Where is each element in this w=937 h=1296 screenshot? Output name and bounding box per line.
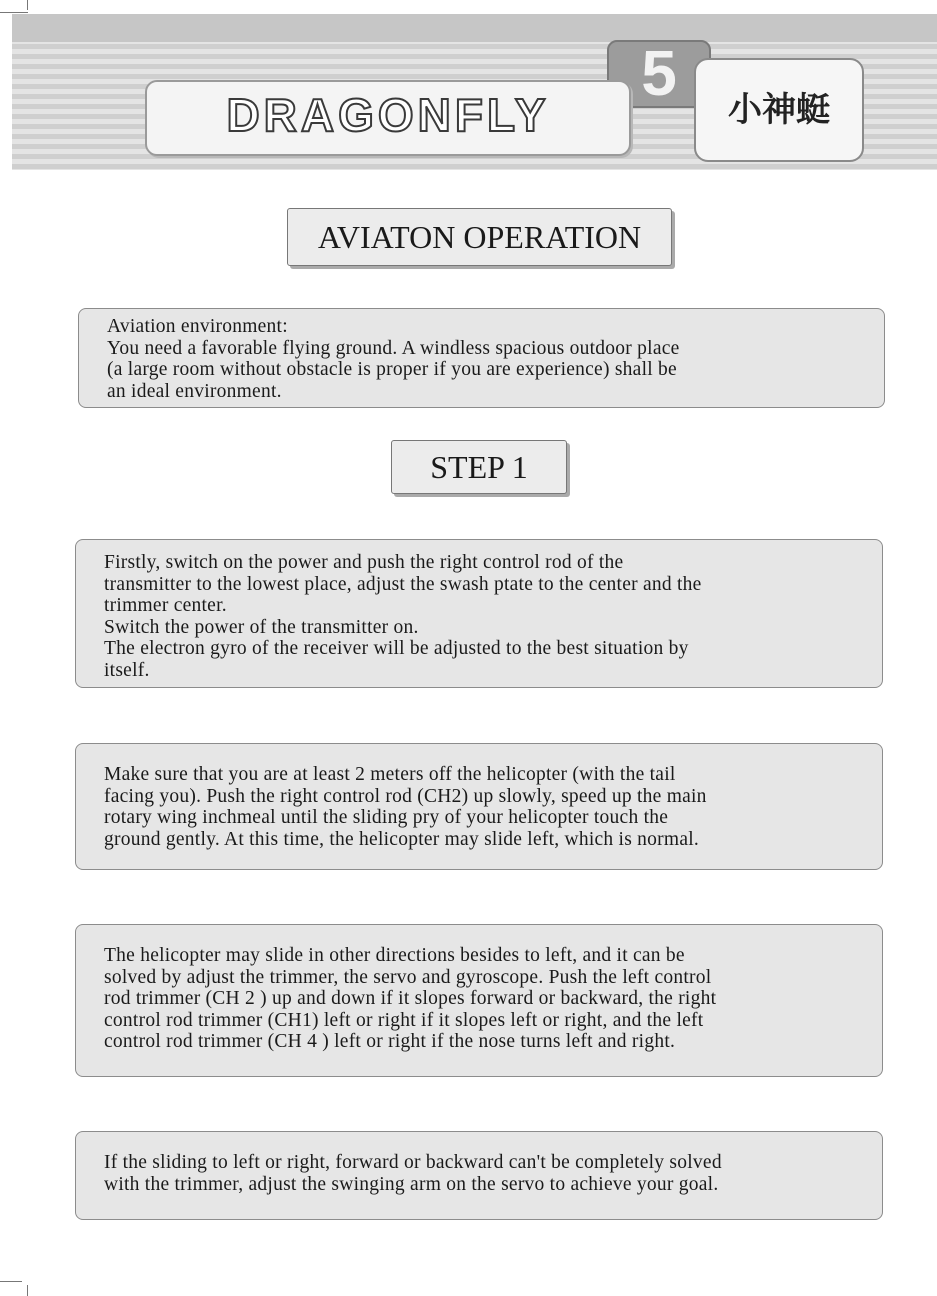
step-label-text: STEP 1 bbox=[430, 449, 528, 485]
panel-line: facing you). Push the right control rod (CH2) up slowly, speed up the main bbox=[104, 785, 707, 807]
panel-line: If the sliding to left or right, forward or backward can't be completely solved bbox=[104, 1152, 722, 1173]
page-number: 5 bbox=[641, 37, 677, 109]
instruction-panel-servo bbox=[75, 1131, 883, 1220]
chinese-logo bbox=[694, 58, 864, 162]
panel-line: an ideal environment. bbox=[107, 380, 282, 402]
panel-line: rod trimmer (CH 2 ) up and down if it slopes forward or backward, the right bbox=[104, 988, 717, 1009]
step-label bbox=[391, 440, 567, 494]
brand-logo bbox=[145, 80, 631, 156]
header-top-bar bbox=[12, 14, 937, 42]
chinese-title: 小神蜓 bbox=[728, 90, 830, 130]
instruction-panel-trimmer bbox=[75, 924, 883, 1077]
panel-line: solved by adjust the trimmer, the servo and gyroscope. Push the left control bbox=[104, 966, 712, 988]
brand-title: DRAGONFLY bbox=[226, 89, 550, 141]
panel-line: Make sure that you are at least 2 meters off the helicopter (with the tail bbox=[104, 764, 676, 785]
panel-line: Firstly, switch on the power and push the right control rod of the bbox=[104, 552, 624, 573]
panel-line: itself. bbox=[104, 659, 150, 681]
panel-line: with the trimmer, adjust the swinging arm on the servo to achieve your goal. bbox=[104, 1173, 719, 1195]
crop-mark-top-left bbox=[0, 12, 28, 13]
panel-line: The helicopter may slide in other directions besides to left, and it can be bbox=[104, 945, 685, 966]
panel-line: rotary wing inchmeal until the sliding pry of your helicopter touch the bbox=[104, 807, 669, 828]
panel-line: trimmer center. bbox=[104, 595, 227, 616]
page-title bbox=[287, 208, 672, 266]
crop-mark-bottom-left bbox=[0, 1281, 22, 1282]
panel-line: Aviation environment: bbox=[107, 316, 288, 337]
page-title-text: AVIATON OPERATION bbox=[317, 219, 642, 255]
panel-line: control rod trimmer (CH 4 ) left or right if the nose turns left and right. bbox=[104, 1031, 676, 1052]
panel-line: control rod trimmer (CH1) left or right if it slopes left or right, and the left bbox=[104, 1009, 704, 1031]
panel-line: The electron gyro of the receiver will be adjusted to the best situation by bbox=[104, 638, 689, 659]
panel-line: transmitter to the lowest place, adjust the swash ptate to the center and the bbox=[104, 573, 702, 595]
instruction-panel-power bbox=[75, 539, 883, 688]
panel-line: (a large room without obstacle is proper if you are experience) shall be bbox=[107, 359, 677, 380]
aviation-environment-panel bbox=[78, 308, 885, 408]
instruction-panel-takeoff bbox=[75, 743, 883, 870]
panel-line: ground gently. At this time, the helicopter may slide left, which is normal. bbox=[104, 828, 700, 850]
panel-line: You need a favorable flying ground. A windless spacious outdoor place bbox=[107, 337, 680, 359]
crop-mark-top-left bbox=[27, 0, 28, 10]
panel-line: Switch the power of the transmitter on. bbox=[104, 616, 419, 638]
crop-mark-bottom-left bbox=[27, 1285, 28, 1296]
